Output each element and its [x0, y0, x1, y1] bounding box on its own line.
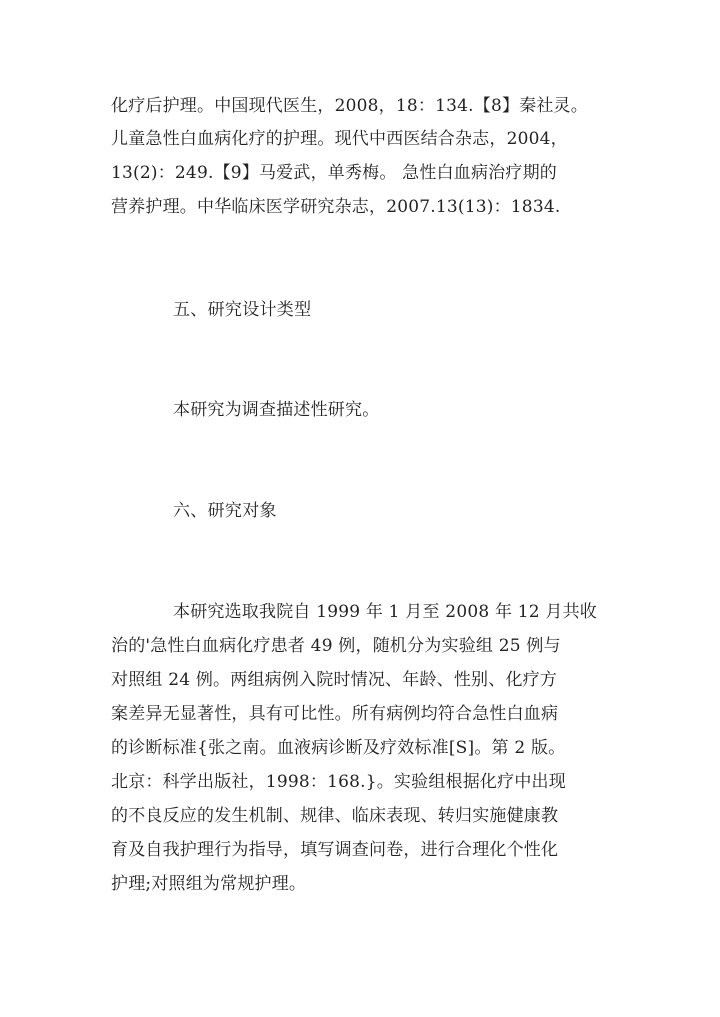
section-heading-research-design: 五、研究设计类型 — [173, 300, 312, 320]
reference-line-1: 化疗后护理。中国现代医生，2008，18：134.【8】秦社灵。 — [111, 96, 588, 116]
reference-line-2: 儿童急性白血病化疗的护理。现代中西医结合杂志，2004， — [111, 129, 568, 149]
reference-line-3: 13(2)：249.【9】马爱武，单秀梅。 急性白血病治疗期的 — [111, 163, 557, 183]
reference-line-4: 营养护理。中华临床医学研究杂志，2007.13(13)：1834. — [111, 197, 561, 217]
subjects-line-9: 护理;对照组为常规护理。 — [111, 874, 307, 894]
subjects-line-2: 治的'急性白血病化疗患者 49 例，随机分为实验组 25 例与 — [111, 636, 561, 656]
subjects-line-1: 本研究选取我院自 1999 年 1 月至 2008 年 12 月共收 — [173, 602, 598, 622]
paragraph-research-design: 本研究为调查描述性研究。 — [173, 400, 380, 420]
subjects-line-8: 育及自我护理行为指导，填写调查问卷，进行合理化个性化 — [111, 840, 559, 860]
subjects-line-6: 北京：科学出版社，1998：168.}。实验组根据化疗中出现 — [111, 772, 566, 792]
subjects-line-7: 的不良反应的发生机制、规律、临床表现、转归实施健康教 — [111, 806, 559, 826]
subjects-line-3: 对照组 24 例。两组病例入院时情况、年龄、性别、化疗方 — [111, 670, 558, 690]
subjects-line-4: 案差异无显著性，具有可比性。所有病例均符合急性白血病 — [111, 704, 559, 724]
subjects-line-5: 的诊断标准{张之南。血液病诊断及疗效标准[S]。第 2 版。 — [111, 738, 566, 758]
section-heading-research-subjects: 六、研究对象 — [173, 501, 277, 521]
